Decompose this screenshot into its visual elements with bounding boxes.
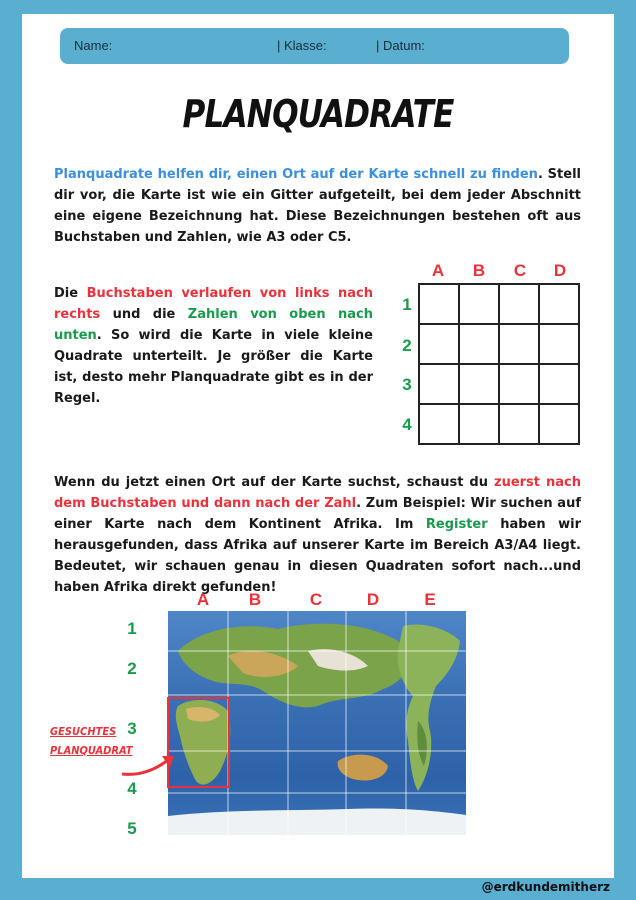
intro-paragraph: [54, 164, 581, 248]
grid-row-label: 1: [402, 295, 412, 314]
class-label: | Klasse:: [277, 38, 327, 53]
arrow-icon: [120, 750, 180, 780]
grid-cell: [419, 284, 459, 324]
explain-letters-direction: Buchstaben verlaufen von links nach rechts: [54, 286, 373, 322]
map-column-label: D: [366, 590, 380, 609]
grid-row-label: 4: [402, 415, 412, 434]
grid-cell: [459, 364, 499, 404]
grid-cell: [539, 284, 579, 324]
map-column-label: E: [424, 590, 436, 609]
grid-cell: [539, 364, 579, 404]
grid-cell: [459, 284, 499, 324]
example-text-2: . Zum Beispiel: Wir suchen auf einer Karte nach dem Kontinent Afrika. Im: [54, 496, 581, 532]
map-column-label: C: [309, 590, 323, 609]
grid-cell: [499, 324, 539, 364]
grid-cell: [499, 364, 539, 404]
explain-text-1: Die: [54, 286, 87, 301]
grid-cell: [539, 404, 579, 444]
grid-cell: [459, 324, 499, 364]
callout-line-2: PLANQUADRAT: [50, 744, 133, 757]
grid-column-label: D: [553, 261, 567, 280]
grid-cell: [419, 364, 459, 404]
grid-column-label: A: [431, 261, 445, 280]
explain-text-2: und die: [100, 307, 188, 322]
map-column-label: A: [196, 590, 210, 609]
explain-paragraph: [54, 283, 373, 409]
map-row-label: 3: [127, 719, 137, 738]
example-grid: [418, 283, 580, 445]
example-text-3: haben wir herausgefunden, dass Afrika auf unserer Karte im Bereich A3/A4 liegt. Bedeutet, wir schauen genau in diesen Quadraten sofort nach...und haben Afrika direkt gefunden!: [54, 517, 581, 595]
explain-text-3: . So wird die Karte in viele kleine Quadrate unterteilt. Je größer die Karte ist, desto mehr Planquadrate gibt es in der Regel.: [54, 328, 373, 406]
grid-cell: [499, 284, 539, 324]
grid-cell: [419, 404, 459, 444]
grid-cell: [539, 324, 579, 364]
author-watermark: @erdkundemitherz: [481, 880, 610, 894]
map-row-label: 4: [127, 779, 137, 798]
grid-column-label: C: [513, 261, 527, 280]
grid-column-label: B: [472, 261, 486, 280]
example-register-word: Register: [425, 517, 488, 532]
map-row-label: 5: [127, 819, 137, 838]
grid-cell: [459, 404, 499, 444]
intro-highlight: Planquadrate helfen dir, einen Ort auf der Karte schnell zu finden: [54, 167, 538, 182]
callout-line-1: GESUCHTES: [50, 725, 117, 738]
grid-row-label: 2: [402, 336, 412, 355]
date-label: | Datum:: [376, 38, 425, 53]
grid-row-label: 3: [402, 375, 412, 394]
map-row-label: 1: [127, 619, 137, 638]
grid-cell: [499, 404, 539, 444]
intro-text: . Stell dir vor, die Karte ist wie ein Gitter aufgeteilt, bei dem jeder Abschnitt eine eigene Bezeichnung hat. Diese Bezeichnungen bestehen oft aus Buchstaben und Zahlen, wie A3 oder C5.: [54, 167, 581, 245]
example-text-1: Wenn du jetzt einen Ort auf der Karte suchst, schaust du: [54, 475, 494, 490]
map-column-label: B: [248, 590, 262, 609]
student-info-bar: [60, 28, 569, 64]
example-paragraph: [54, 472, 581, 598]
map-row-label: 2: [127, 659, 137, 678]
example-search-order: zuerst nach dem Buchstaben und dann nach der Zahl: [54, 475, 581, 511]
explain-numbers-direction: Zahlen von oben nach unten: [54, 307, 373, 343]
name-label: Name:: [74, 38, 113, 53]
page-title: PLANQUADRATE: [182, 92, 454, 136]
grid-cell: [419, 324, 459, 364]
